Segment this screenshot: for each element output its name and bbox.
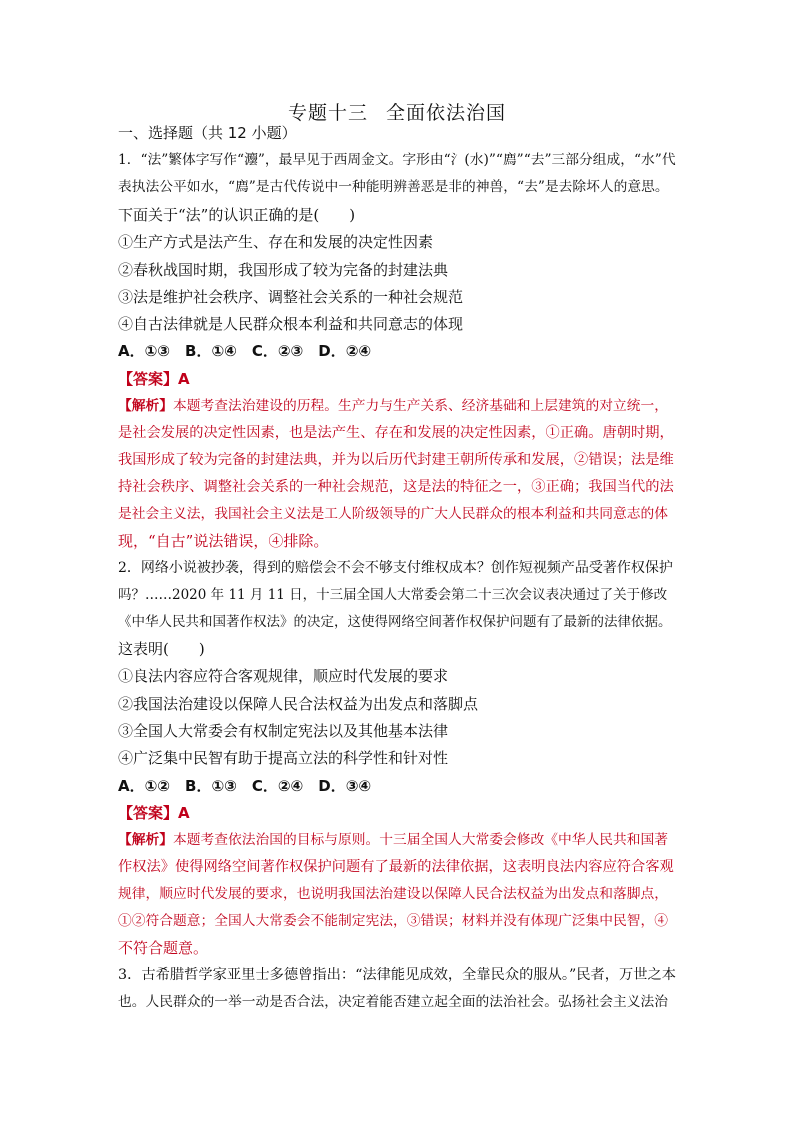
analysis-text: 本题考查法治建设的历程。生产力与生产关系、经济基础和上层建筑的对立统一， xyxy=(173,398,669,414)
analysis-label: 【解析】 xyxy=(118,398,174,414)
q2-option: ②我国法治建设以保障人民合法权益为出发点和落脚点 xyxy=(118,695,479,713)
page-title xyxy=(0,98,794,125)
q2-option: ①良法内容应符合客观规律，顺应时代发展的要求 xyxy=(118,667,449,685)
q2-stem-line: 《中华人民共和国著作权法》的决定，这使得网络空间著作权保护问题有了最新的法律依据。 xyxy=(118,614,672,630)
q2-option: ④广泛集中民智有助于提高立法的科学性和针对性 xyxy=(118,749,449,767)
q1-analysis-line: 是社会主义法，我国社会主义法是工人阶级领导的广大人民群众的根本利益和共同意志的体 xyxy=(118,506,669,522)
answer-value: A xyxy=(178,370,190,388)
q1-stem-line: 下面关于“法”的认识正确的是( ) xyxy=(118,206,356,224)
title-subject: 全面依法治国 xyxy=(386,102,507,124)
q1-answer xyxy=(118,369,190,389)
q2-choices: A．①② B．①③ C．②④ D．③④ xyxy=(118,777,372,795)
q1-analysis-line xyxy=(118,396,668,416)
q2-option: ③全国人大常委会有权制定宪法以及其他基本法律 xyxy=(118,722,449,740)
q2-analysis-line: 不符合题意。 xyxy=(118,939,209,957)
answer-value: A xyxy=(178,804,190,822)
q1-stem-line: 表执法公平如水，“廌”是古代传说中一种能明辨善恶是非的神兽，“去”是去除坏人的意思。 xyxy=(118,179,669,195)
q2-analysis-line: ①②符合题意；全国人大常委会不能制定宪法，③错误；材料并没有体现广泛集中民智，④ xyxy=(118,913,669,929)
title-topic: 专题十三 xyxy=(287,102,368,124)
section-heading: 一、选择题（共 12 小题） xyxy=(118,124,297,142)
q1-option: ①生产方式是法产生、存在和发展的决定性因素 xyxy=(118,233,434,251)
q2-stem-line: 这表明( ) xyxy=(118,640,205,658)
analysis-text: 本题考查依法治国的目标与原则。十三届全国人大常委会修改《中华人民共和国著 xyxy=(173,832,669,848)
q1-option: ④自古法律就是人民群众根本利益和共同意志的体现 xyxy=(118,315,464,333)
q1-analysis-line: 现，“自古”说法错误，④排除。 xyxy=(118,532,329,550)
q2-analysis-line: 规律，顺应时代发展的要求，也说明我国法治建设以保障人民合法权益为出发点和落脚点， xyxy=(118,886,669,902)
answer-label: 【答案】 xyxy=(118,370,179,388)
answer-label: 【答案】 xyxy=(118,804,179,822)
q3-stem-line: 也。人民群众的一举一动是否合法，决定着能否建立起全面的法治社会。弘扬社会主义法治 xyxy=(118,994,669,1010)
q1-option: ②春秋战国时期，我国形成了较为完备的封建法典 xyxy=(118,261,449,279)
q1-analysis-line: 是社会发展的决定性因素，也是法产生、存在和发展的决定性因素，①正确。唐朝时期， xyxy=(118,425,674,441)
q1-stem-line: 1．“法”繁体字写作“灋”，最早见于西周金文。字形由“氵(水)”“廌”“去”三部分组成，“水”代 xyxy=(118,152,676,168)
q1-choices: A．①③ B．①④ C．②③ D．②④ xyxy=(118,342,372,360)
q2-answer xyxy=(118,803,190,823)
q1-analysis-line: 持社会秩序、调整社会关系的一种社会规范，这是法的特征之一，③正确；我国当代的法 xyxy=(118,479,674,495)
q3-stem-line: 3．古希腊哲学家亚里士多德曾指出：“法律能见成效，全靠民众的服从。”民者，万世之本 xyxy=(118,967,677,983)
analysis-label: 【解析】 xyxy=(118,832,174,848)
q1-option: ③法是维护社会秩序、调整社会关系的一种社会规范 xyxy=(118,288,464,306)
q1-analysis-line: 我国形成了较为完备的封建法典，并为以后历代封建王朝所传承和发展，②错误；法是维 xyxy=(118,452,674,468)
q2-stem-line: 吗？……2020 年 11 月 11 日，十三届全国人大常委会第二十三次会议表决通过了关于修改 xyxy=(118,587,668,603)
q2-stem-line: 2．网络小说被抄袭，得到的赔偿会不会不够支付维权成本？创作短视频产品受著作权保护 xyxy=(118,560,673,576)
q2-analysis-line xyxy=(118,830,668,850)
q2-analysis-line: 作权法》使得网络空间著作权保护问题有了最新的法律依据，这表明良法内容应符合客观 xyxy=(118,859,674,875)
